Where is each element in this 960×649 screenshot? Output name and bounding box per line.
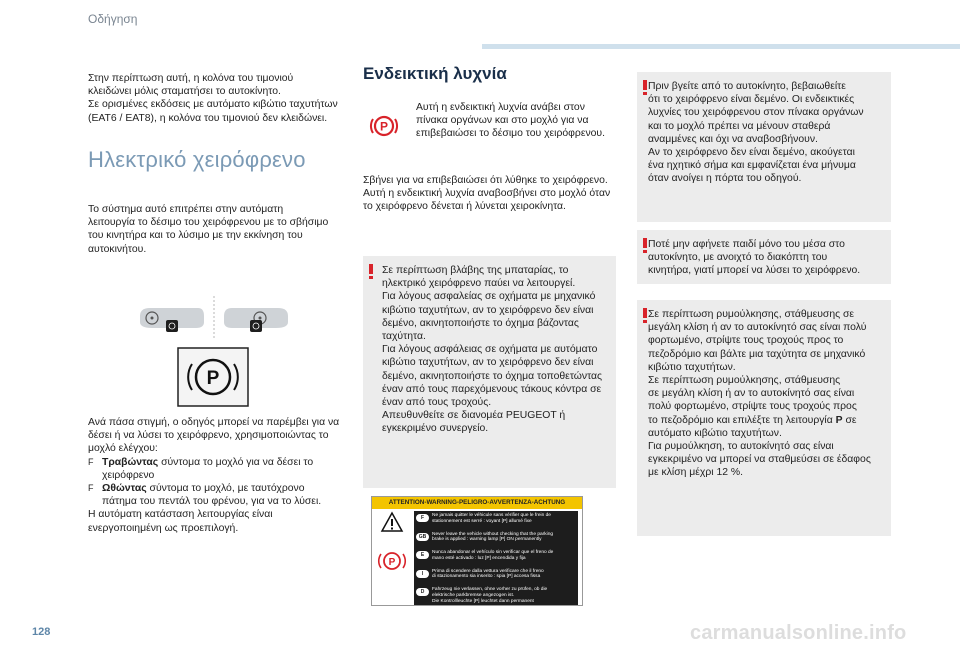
language-flag: F (416, 514, 429, 522)
battery-warning-text: Σε περίπτωση βλάβης της μπαταρίας, το ηλεκτρικό χειρόφρενο παύει να λειτουργεί. Για λόγους ασφαλείας σε οχήματα με μηχανικό κιβώτιο ταχυτήτων, αν το χειρόφρενο δεν είναι δεμένο, ακινητοποιήστε το όχημα βάζοντας ταχύτητα. Για λόγους ασφάλειας σε οχήματα με αυτόματο κιβώτιο ταχυτήτων, αν το χειρόφρενο δεν είναι δεμένο, ακινητοποιήστε το όχημα τοποθετώντας έναν από τους παρεχόμενους τάκους κόντρα σε έναν από τους τροχούς. Απευθυνθείτε σε διανομέα PEUGEOT ή εγκεκριμένο συνεργείο. (382, 265, 603, 435)
lamp-section-title: Ενδεικτική λυχνία (363, 64, 507, 83)
push-text (102, 482, 321, 508)
push-description: σύντομα το μοχλό, με ταυτόχρονο πάτημα του πεντάλ του φρένου, για να το λύσει. (102, 483, 322, 508)
leave-vehicle-warning-text: Πριν βγείτε από το αυτοκίνητο, βεβαιωθείτε ότι το χειρόφρενο είναι δεμένο. Οι ενδεικτικές λυχνίες του χειρόφρενου στον πίνακα οργάνων και το μοχλό πρέπει να μένουν σταθερά αναμμένες και όχι να αναβοσβήνουν. Αν το χειρόφρενο δεν είναι δεμένο, ακούγεται ένα ηχητικό σήμα και εμφανίζεται ένα μήνυμα όταν ανοίγει η πόρτα του οδηγού. (648, 81, 864, 185)
intro-text: Στην περίπτωση αυτή, η κολόνα του τιμονιού κλειδώνει μόλις σταματήσει το αυτοκίνητο. Σε ορισμένες εκδόσεις με αυτόματο κιβώτιο ταχυτήτων (EAT6 / EAT8), η κολόνα του τιμονιού δεν κλειδώνει. (88, 73, 338, 124)
sticker-row-text: Fahrzeug nie verlassen, ohne vorher zu prüfen, ob die elektrische parkbremse angezogen ist. Die Kontrollleuchte [P] leuchtet dann permanent (432, 587, 548, 604)
warning-exclamation-icon (643, 80, 647, 94)
warning-exclamation-icon (643, 308, 647, 322)
auto-mode-text: Η αυτόματη κατάσταση λειτουργίας είναι ενεργοποιημένη ως προεπιλογή. (88, 509, 273, 534)
page-number: 128 (32, 626, 51, 638)
sticker-text-panel (414, 511, 578, 605)
lamp-paragraph (416, 101, 616, 141)
sticker-row (414, 548, 578, 567)
warning-sticker (371, 496, 583, 606)
gear-p-label: P (835, 414, 843, 426)
sticker-row (414, 567, 578, 586)
towing-warning-text (648, 308, 888, 480)
svg-text:P: P (379, 119, 389, 134)
svg-text:P: P (206, 368, 220, 389)
manual-intro-text: Ανά πάσα στιγμή, ο οδηγός μπορεί να παρέμβει για να δέσει ή να λύσει το χειρόφρενο, χρησιμοποιώντας το μοχλό ελέγχου: (88, 417, 340, 455)
sticker-icons (372, 509, 412, 605)
section-paragraph (88, 203, 350, 256)
svg-text:P: P (388, 557, 396, 568)
language-flag: I (416, 570, 429, 578)
child-warning-text: Ποτέ μην αφήνετε παιδί μόνο του μέσα στο αυτοκίνητο, με ανοιχτό το διακόπτη του κινητήρα, γιατί μπορεί να λύσει το χειρόφρενο. (648, 239, 861, 277)
sticker-row (414, 530, 578, 549)
bullet-push (88, 482, 350, 508)
warning-exclamation-icon (643, 238, 647, 252)
leave-vehicle-warning-box (637, 72, 891, 222)
warning-exclamation-icon (369, 264, 373, 278)
bullet-symbol: F (88, 456, 94, 467)
header-title: Οδήγηση (88, 12, 138, 26)
manual-operation-paragraph (88, 416, 350, 535)
towing-text-after: σε αυτόματο κιβώτιο ταχυτήτων. Για ρυμούλκηση, το αυτοκίνητό σας είναι εγκεκριμένο να μπορεί να σταθμεύσει σε έδαφος με κλίση μέχρι 12 %. (648, 414, 871, 479)
language-flag: D (416, 588, 429, 596)
sticker-row-text: Nunca abandonar el vehículo sin verificar que el freno de mano esté activado : luz [P] encendida y fija (432, 550, 554, 561)
sticker-row (414, 511, 578, 530)
header-divider (482, 44, 960, 49)
push-label: Ωθώντας (102, 483, 147, 495)
release-paragraph (363, 174, 623, 214)
sticker-row (414, 585, 578, 604)
brake-switch-illustration (138, 296, 290, 408)
towing-text-before: Σε περίπτωση ρυμούλκησης, στάθμευσης σε μεγάλη κλίση ή αν το αυτοκίνητό σας είναι πολύ φορτωμένο, στρίψτε τους τροχούς προς το πεζοδρόμιο και βάλτε μια ταχύτητα σε μηχανικό κιβώτιο ταχυτήτων. Σε περίπτωση ρυμούλκησης, στάθμευσης σε μεγάλη κλίση ή αν το αυτοκίνητό σας είναι πολύ φορτωμένο, στρίψτε τους τροχούς προς το πεζοδρόμιο και επιλέξτε τη λειτουργία (648, 309, 867, 426)
sticker-row-text: Ne jamais quitter le véhicule sans vérifier que le frein de stationnement est serré : voyant [P] allumé fixe (432, 513, 551, 524)
lamp-text: Αυτή η ενδεικτική λυχνία ανάβει στον πίνακα οργάνων και στο μοχλό για να επιβεβαιώσει το δέσιμο του χειρόφρενου. (416, 102, 605, 140)
parking-brake-icon (368, 110, 400, 142)
bullet-symbol: F (88, 483, 94, 494)
watermark: carmanualsonline.info (690, 622, 907, 644)
towing-warning-box (637, 300, 891, 536)
pull-text (102, 456, 313, 482)
pull-label: Τραβώντας (102, 456, 159, 468)
pull-description: σύντομα το μοχλό για να δέσει το χειρόφρενο (102, 456, 314, 481)
language-flag: GB (416, 533, 429, 541)
sticker-row-text: Never leave the vehicle without checking that the parking brake is applied : warning lamp [P] ON permanently (432, 531, 554, 543)
bullet-pull (88, 456, 350, 482)
release-text: Σβήνει για να επιβεβαιώσει ότι λύθηκε το χειρόφρενο. Αυτή η ενδεικτική λυχνία αναβοσβήνει στο μοχλό όταν το χειρόφρενο δένεται ή λύνεται χειροκίνητα. (363, 175, 611, 213)
sticker-warning-icon (372, 509, 412, 605)
section-text: Το σύστημα αυτό επιτρέπει στην αυτόματη λειτουργία το δέσιμο του χειρόφρενου με το σβήσιμο του κινητήρα και το λύσιμο με την εκκίνηση του αυτοκινήτου. (88, 204, 329, 255)
sticker-header: ATTENTION-WARNING-PELIGRO-AVVERTENZA-ACHTUNG (372, 497, 582, 509)
language-flag: E (416, 551, 429, 559)
battery-warning-box (363, 256, 616, 488)
sticker-row-text: Prima di scendere dalla vettura verificare che il freno di stazionamento sia inserito : spia [P] accesa fissa (432, 568, 544, 580)
child-warning-box (637, 230, 891, 284)
section-title: Ηλεκτρικό χειρόφρενο (88, 147, 306, 172)
intro-paragraph (88, 72, 350, 125)
